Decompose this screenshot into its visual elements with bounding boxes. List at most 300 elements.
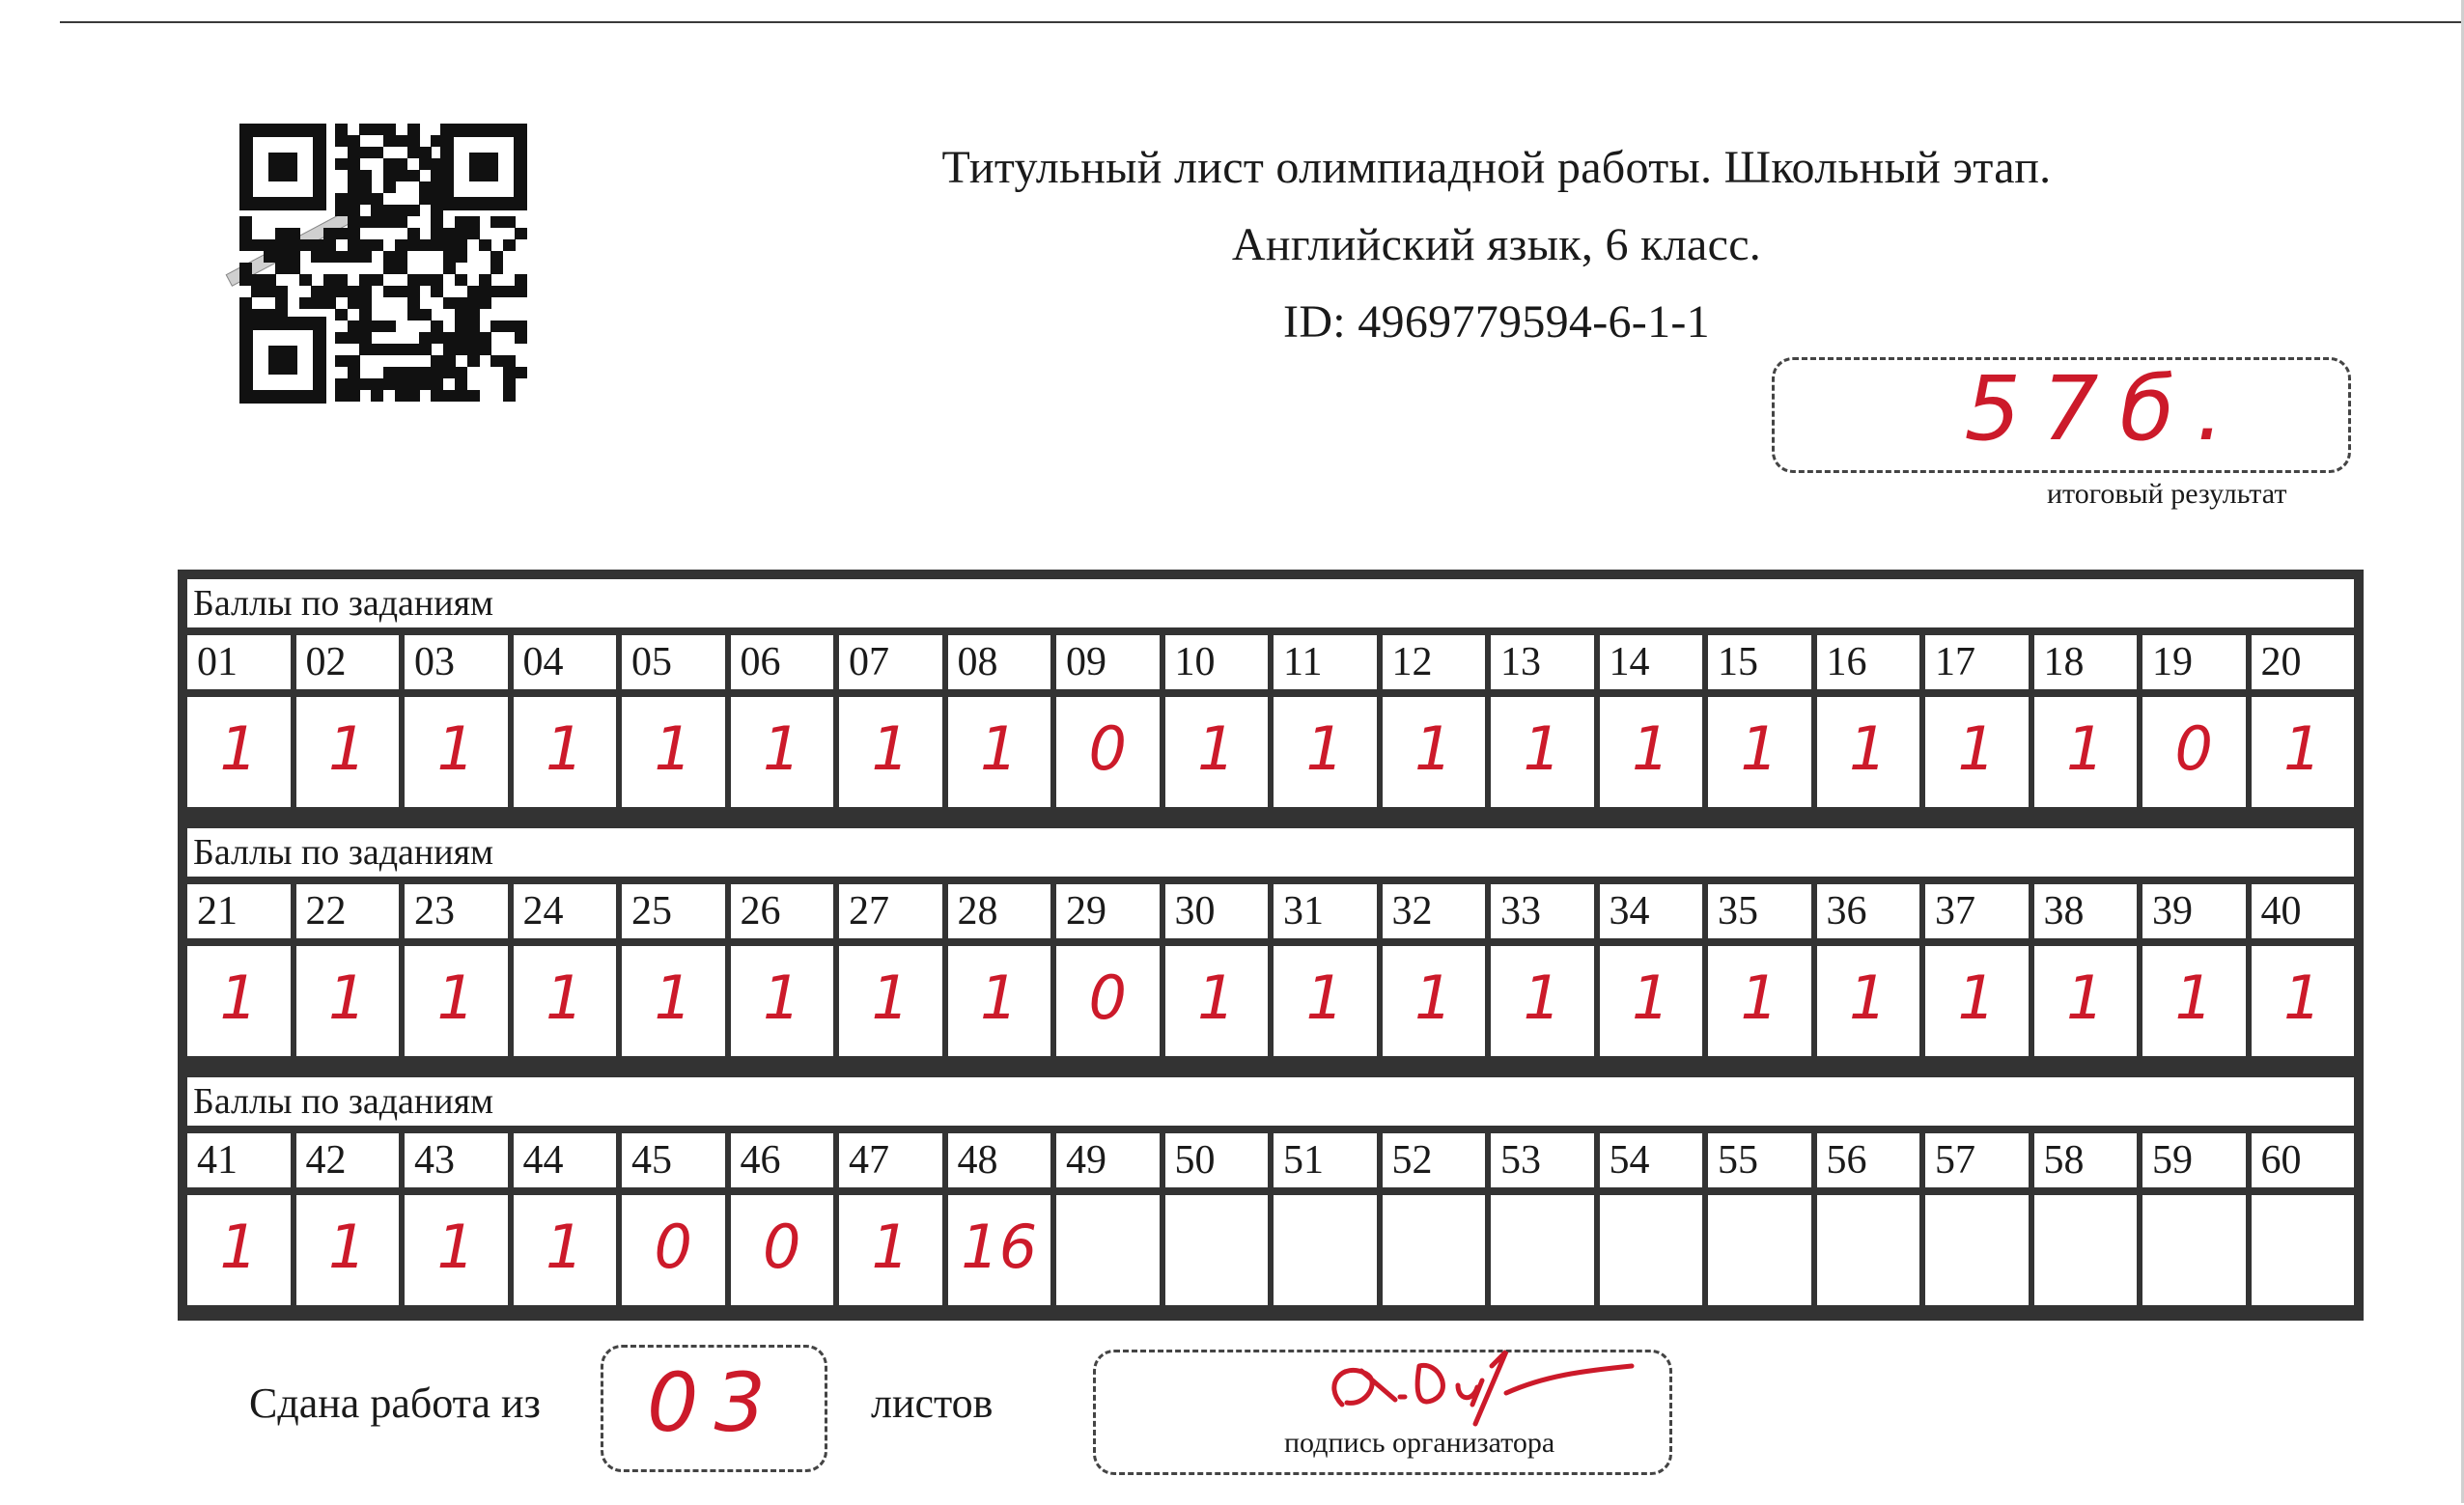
task-number: 14 (1600, 635, 1703, 689)
qr-module (431, 286, 443, 297)
qr-module (359, 124, 372, 135)
task-number: 60 (2252, 1133, 2355, 1187)
task-score[interactable] (1274, 1195, 1377, 1305)
qr-module (395, 216, 407, 228)
qr-module (359, 297, 372, 309)
qr-module (431, 355, 443, 367)
task-score[interactable] (2142, 1195, 2246, 1305)
qr-module (419, 332, 432, 344)
qr-module (251, 239, 264, 251)
qr-module (383, 344, 396, 355)
qr-module (395, 390, 407, 402)
qr-finder-pattern (440, 124, 527, 210)
qr-module (443, 297, 456, 309)
task-number: 49 (1056, 1133, 1160, 1187)
task-number: 46 (731, 1133, 834, 1187)
score-table (178, 570, 2364, 1321)
qr-module (275, 239, 288, 251)
qr-module (407, 228, 420, 239)
qr-module (335, 286, 348, 297)
qr-module (515, 321, 527, 332)
qr-module (419, 274, 432, 286)
task-number: 50 (1165, 1133, 1269, 1187)
task-score[interactable]: 1 (1817, 946, 1920, 1056)
qr-module (479, 286, 491, 297)
qr-module (431, 274, 443, 286)
task-number: 57 (1925, 1133, 2029, 1187)
qr-module (383, 181, 396, 193)
qr-module (359, 181, 372, 193)
qr-module (467, 355, 480, 367)
task-score[interactable] (1600, 1195, 1703, 1305)
qr-module (335, 135, 348, 147)
task-number: 29 (1056, 884, 1160, 938)
task-score[interactable]: 1 (1383, 946, 1486, 1056)
qr-module (455, 390, 467, 402)
task-score[interactable] (1708, 1195, 1811, 1305)
qr-module (359, 274, 372, 286)
task-score[interactable]: 1 (839, 1195, 942, 1305)
task-score[interactable] (1165, 1195, 1269, 1305)
qr-module (455, 367, 467, 378)
sheets-count-value: 03 (647, 1355, 781, 1450)
qr-module (348, 205, 360, 216)
qr-module (359, 216, 372, 228)
task-number: 07 (839, 635, 942, 689)
qr-module (407, 286, 420, 297)
task-score[interactable]: 1 (731, 946, 834, 1056)
qr-module (407, 297, 420, 309)
qr-module (348, 135, 360, 147)
qr-module (335, 251, 348, 263)
task-score[interactable]: 1 (187, 697, 291, 807)
task-number: 28 (948, 884, 1051, 938)
result-value: 57б. (1964, 357, 2246, 460)
task-score[interactable]: 0 (1056, 946, 1160, 1056)
task-score[interactable]: 1 (839, 946, 942, 1056)
task-score[interactable]: 1 (731, 697, 834, 807)
task-score[interactable]: 1 (1383, 697, 1486, 807)
qr-module (443, 367, 456, 378)
qr-module (419, 193, 432, 205)
qr-module (239, 239, 252, 251)
task-number: 36 (1817, 884, 1920, 938)
task-number: 51 (1274, 1133, 1377, 1187)
qr-module (323, 274, 336, 286)
qr-module (239, 263, 252, 274)
qr-module (335, 158, 348, 170)
qr-module (371, 147, 383, 158)
qr-module (335, 274, 348, 286)
qr-module (239, 228, 252, 239)
task-number: 53 (1491, 1133, 1594, 1187)
qr-module (323, 286, 336, 297)
task-number: 58 (2034, 1133, 2138, 1187)
qr-module (455, 251, 467, 263)
qr-finder-pattern (239, 124, 326, 210)
task-score[interactable]: 1 (1708, 697, 1811, 807)
task-number: 15 (1708, 635, 1811, 689)
task-number: 30 (1165, 884, 1269, 938)
qr-module (383, 367, 396, 378)
qr-finder-pattern (239, 317, 326, 404)
task-score[interactable]: 1 (622, 697, 725, 807)
qr-module (383, 251, 396, 263)
qr-module (239, 309, 252, 321)
qr-module (419, 344, 432, 355)
qr-module (371, 124, 383, 135)
qr-module (455, 297, 467, 309)
task-score[interactable]: 0 (731, 1195, 834, 1305)
task-score[interactable] (1056, 1195, 1160, 1305)
qr-module (348, 251, 360, 263)
task-score[interactable]: 1 (514, 946, 617, 1056)
qr-module (490, 263, 503, 274)
task-number: 52 (1383, 1133, 1486, 1187)
title-line-1: Титульный лист олимпиадной работы. Школьный этап. (941, 142, 2052, 193)
qr-module (371, 274, 383, 286)
qr-module (431, 378, 443, 390)
qr-module (419, 309, 432, 321)
qr-module (467, 309, 480, 321)
qr-module (383, 321, 396, 332)
task-score[interactable]: 1 (405, 946, 508, 1056)
qr-module (348, 378, 360, 390)
task-number: 21 (187, 884, 291, 938)
qr-module (455, 216, 467, 228)
task-score[interactable]: 1 (514, 697, 617, 807)
qr-module (431, 135, 443, 147)
qr-module (455, 239, 467, 251)
qr-module (490, 216, 503, 228)
task-score[interactable]: 0 (1056, 697, 1160, 807)
task-number: 18 (2034, 635, 2138, 689)
task-number: 12 (1383, 635, 1486, 689)
qr-module (395, 135, 407, 147)
qr-module (443, 390, 456, 402)
qr-module (503, 239, 516, 251)
task-number: 20 (2252, 635, 2355, 689)
qr-module (348, 332, 360, 344)
qr-module (383, 216, 396, 228)
qr-module (323, 297, 336, 309)
qr-module (335, 390, 348, 402)
qr-module (455, 321, 467, 332)
qr-module (335, 309, 348, 321)
qr-module (264, 286, 276, 297)
task-number: 25 (622, 884, 725, 938)
qr-module (264, 274, 276, 286)
qr-module (395, 170, 407, 181)
task-number: 24 (514, 884, 617, 938)
qr-module (455, 274, 467, 286)
qr-module (335, 205, 348, 216)
qr-module (383, 135, 396, 147)
task-score[interactable]: 1 (1925, 697, 2029, 807)
qr-module (503, 321, 516, 332)
task-score[interactable]: 1 (1274, 697, 1377, 807)
qr-module (288, 239, 300, 251)
task-score[interactable]: 1 (948, 946, 1051, 1056)
qr-module (490, 286, 503, 297)
task-score[interactable]: 1 (2252, 946, 2355, 1056)
qr-module (395, 367, 407, 378)
qr-module (299, 274, 312, 286)
qr-module (275, 228, 288, 239)
qr-module (323, 228, 336, 239)
qr-module (395, 251, 407, 263)
task-number: 35 (1708, 884, 1811, 938)
qr-module (419, 181, 432, 193)
task-score[interactable] (2034, 1195, 2138, 1305)
qr-module (359, 286, 372, 297)
qr-module (443, 355, 456, 367)
task-number: 34 (1600, 884, 1703, 938)
qr-module (348, 355, 360, 367)
qr-module (431, 170, 443, 181)
qr-module (323, 239, 336, 251)
qr-module (348, 158, 360, 170)
qr-module (275, 251, 288, 263)
qr-module (407, 205, 420, 216)
qr-module (348, 239, 360, 251)
task-score[interactable] (1491, 1195, 1594, 1305)
qr-module (490, 251, 503, 263)
qr-module (407, 135, 420, 147)
qr-module (359, 251, 372, 263)
task-number: 05 (622, 635, 725, 689)
qr-module (431, 321, 443, 332)
qr-module (383, 378, 396, 390)
qr-module (515, 228, 527, 239)
result-label: итоговый результат (2047, 478, 2287, 510)
qr-module (431, 216, 443, 228)
qr-module (288, 228, 300, 239)
task-number: 41 (187, 1133, 291, 1187)
qr-module (371, 378, 383, 390)
qr-module (515, 367, 527, 378)
task-score[interactable]: 1 (1600, 697, 1703, 807)
task-score[interactable]: 1 (187, 946, 291, 1056)
qr-module (455, 309, 467, 321)
task-score[interactable]: 1 (1491, 697, 1594, 807)
submitted-prefix: Сдана работа из (249, 1380, 541, 1427)
qr-module (431, 239, 443, 251)
task-number: 04 (514, 635, 617, 689)
task-score[interactable]: 1 (296, 697, 400, 807)
qr-module (348, 390, 360, 402)
qr-module (371, 193, 383, 205)
qr-module (395, 158, 407, 170)
qr-module (395, 344, 407, 355)
qr-module (359, 309, 372, 321)
qr-module (503, 390, 516, 402)
qr-module (311, 239, 323, 251)
task-score[interactable]: 1 (839, 697, 942, 807)
qr-module (371, 344, 383, 355)
qr-module (359, 193, 372, 205)
qr-module (479, 274, 491, 286)
qr-module (490, 355, 503, 367)
qr-module (395, 205, 407, 216)
qr-module (359, 321, 372, 332)
task-number: 33 (1491, 884, 1594, 938)
task-number: 16 (1817, 635, 1920, 689)
qr-module (407, 367, 420, 378)
qr-module (251, 274, 264, 286)
qr-module (431, 181, 443, 193)
qr-module (455, 228, 467, 239)
qr-module (503, 378, 516, 390)
task-number: 37 (1925, 884, 2029, 938)
task-score[interactable]: 1 (1600, 946, 1703, 1056)
qr-module (383, 205, 396, 216)
qr-module (479, 332, 491, 344)
task-number: 23 (405, 884, 508, 938)
task-score[interactable]: 1 (405, 697, 508, 807)
qr-module (443, 228, 456, 239)
task-number: 08 (948, 635, 1051, 689)
task-score[interactable]: 1 (187, 1195, 291, 1305)
qr-module (383, 286, 396, 297)
qr-module (443, 332, 456, 344)
submitted-suffix: листов (871, 1380, 994, 1427)
task-score[interactable]: 1 (296, 946, 400, 1056)
task-number: 10 (1165, 635, 1269, 689)
qr-module (407, 390, 420, 402)
task-score[interactable] (1383, 1195, 1486, 1305)
task-number: 54 (1600, 1133, 1703, 1187)
qr-module (431, 332, 443, 344)
qr-module (455, 344, 467, 355)
qr-module (359, 378, 372, 390)
qr-module (407, 170, 420, 181)
task-number: 17 (1925, 635, 2029, 689)
qr-module (407, 239, 420, 251)
task-score[interactable]: 1 (1274, 946, 1377, 1056)
qr-module (371, 239, 383, 251)
qr-module (503, 355, 516, 367)
section-header: Баллы по заданиям (187, 1077, 2354, 1126)
task-score[interactable] (1925, 1195, 2029, 1305)
qr-module (299, 239, 312, 251)
task-number: 32 (1383, 884, 1486, 938)
task-score[interactable] (1817, 1195, 1920, 1305)
qr-module (311, 297, 323, 309)
qr-module (323, 251, 336, 263)
work-id: ID: 4969779594-6-1-1 (1283, 296, 1710, 348)
task-score[interactable]: 1 (2142, 946, 2246, 1056)
qr-module (431, 205, 443, 216)
qr-module (275, 286, 288, 297)
qr-module (348, 228, 360, 239)
task-score[interactable]: 0 (622, 1195, 725, 1305)
task-score[interactable]: 1 (1925, 946, 2029, 1056)
task-score[interactable]: 16 (948, 1195, 1051, 1305)
qr-module (419, 147, 432, 158)
qr-module (431, 228, 443, 239)
task-number: 02 (296, 635, 400, 689)
task-score[interactable] (2252, 1195, 2355, 1305)
task-score[interactable]: 1 (948, 697, 1051, 807)
task-score[interactable]: 1 (1491, 946, 1594, 1056)
task-score[interactable]: 1 (2252, 697, 2355, 807)
page-title (676, 129, 2317, 361)
qr-module (383, 124, 396, 135)
qr-module (515, 274, 527, 286)
qr-module (348, 367, 360, 378)
task-score[interactable]: 1 (2034, 697, 2138, 807)
qr-module (419, 367, 432, 378)
task-score[interactable]: 1 (1708, 946, 1811, 1056)
task-number: 09 (1056, 635, 1160, 689)
qr-module (455, 378, 467, 390)
task-number: 26 (731, 884, 834, 938)
section-header: Баллы по заданиям (187, 828, 2354, 877)
qr-module (467, 216, 480, 228)
qr-module (383, 170, 396, 181)
qr-module (407, 147, 420, 158)
task-score[interactable]: 1 (1817, 697, 1920, 807)
qr-module (348, 286, 360, 297)
task-score[interactable]: 1 (514, 1195, 617, 1305)
qr-module (251, 286, 264, 297)
qr-module (288, 263, 300, 274)
task-number: 13 (1491, 635, 1594, 689)
qr-module (359, 170, 372, 181)
qr-module (239, 297, 252, 309)
task-number: 22 (296, 884, 400, 938)
qr-module (479, 344, 491, 355)
qr-module (348, 216, 360, 228)
qr-module (407, 274, 420, 286)
qr-module (467, 297, 480, 309)
qr-module (348, 170, 360, 181)
task-number: 43 (405, 1133, 508, 1187)
qr-module (335, 228, 348, 239)
qr-module (299, 297, 312, 309)
qr-module (264, 239, 276, 251)
task-number: 55 (1708, 1133, 1811, 1187)
task-score[interactable]: 1 (1165, 946, 1269, 1056)
qr-module (503, 286, 516, 297)
task-score[interactable]: 1 (405, 1195, 508, 1305)
qr-module (443, 344, 456, 355)
qr-module (264, 251, 276, 263)
qr-module (467, 332, 480, 344)
qr-module (515, 332, 527, 344)
qr-module (515, 286, 527, 297)
qr-module (407, 344, 420, 355)
qr-module (419, 239, 432, 251)
task-score[interactable]: 1 (2034, 946, 2138, 1056)
task-number: 40 (2252, 884, 2355, 938)
qr-module (359, 147, 372, 158)
qr-module (371, 321, 383, 332)
qr-module (479, 239, 491, 251)
task-number: 38 (2034, 884, 2138, 938)
task-score[interactable]: 1 (296, 1195, 400, 1305)
task-score[interactable]: 1 (1165, 697, 1269, 807)
task-score[interactable]: 0 (2142, 697, 2246, 807)
qr-module (467, 344, 480, 355)
task-score[interactable]: 1 (622, 946, 725, 1056)
qr-module (407, 378, 420, 390)
qr-module (383, 263, 396, 274)
qr-module (335, 124, 348, 135)
qr-module (239, 216, 252, 228)
qr-module (419, 378, 432, 390)
